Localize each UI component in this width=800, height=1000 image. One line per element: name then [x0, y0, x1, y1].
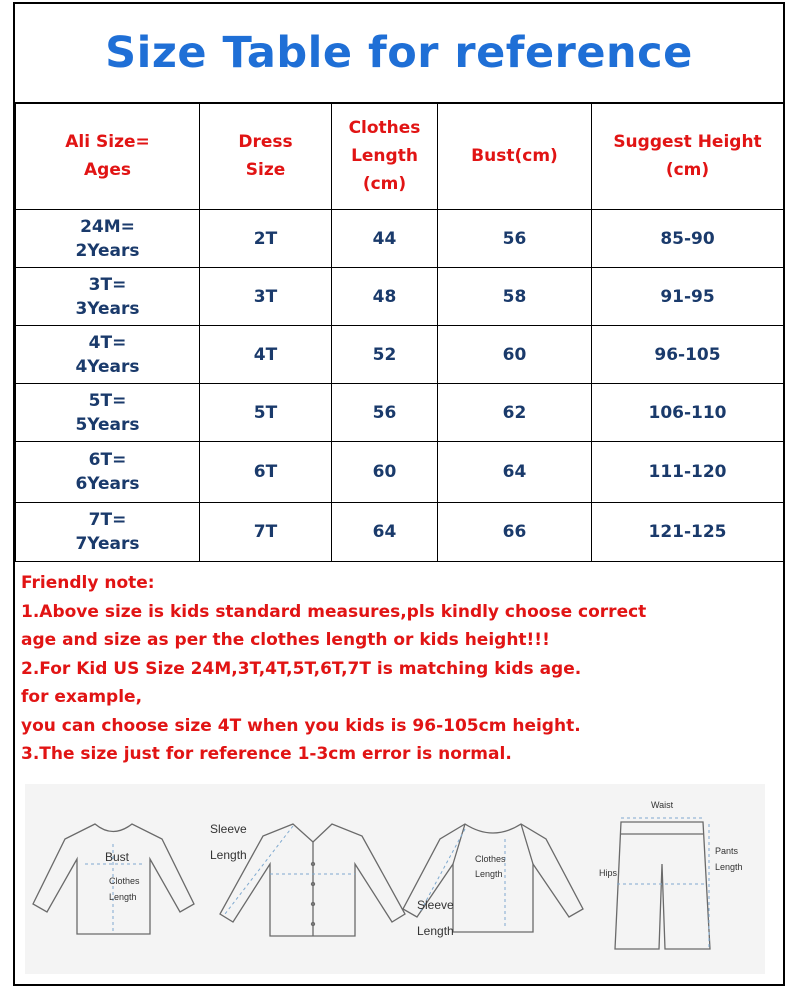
- length-label: Length: [109, 892, 137, 902]
- table-row: [16, 442, 784, 503]
- ali-size-line1: 7T=: [88, 510, 127, 530]
- header-ali-size: [16, 103, 200, 210]
- ali-size-line2: 3Years: [75, 298, 140, 319]
- ali-size-line1: 3T=: [88, 274, 127, 295]
- waist-label: Waist: [651, 800, 674, 810]
- cell-bust: 58: [438, 268, 592, 326]
- cell-ali-size: [16, 268, 200, 326]
- ali-size-line1: 6T=: [88, 450, 127, 470]
- header-clothes-length: [332, 103, 438, 210]
- sweater-sleeve-length-label: Length: [417, 924, 454, 938]
- hips-label: Hips: [599, 868, 618, 878]
- cell-clothes-length: 52: [332, 326, 438, 384]
- note-heading: Friendly note:: [21, 573, 155, 593]
- table-row: [16, 384, 784, 442]
- ali-size-line1: 5T=: [88, 390, 127, 411]
- ali-size-line1: 4T=: [88, 332, 127, 353]
- cell-suggest-height: 85-90: [592, 210, 784, 268]
- note-line: 3.The size just for reference 1-3cm error is normal.: [21, 744, 512, 764]
- header-ali-size-line1: Ali Size=: [65, 132, 150, 152]
- ali-size-line2: 6Years: [75, 474, 140, 494]
- page-title: Size Table for reference: [15, 4, 783, 104]
- cell-ali-size: [16, 210, 200, 268]
- table-row: [16, 210, 784, 268]
- cell-bust: 64: [438, 442, 592, 503]
- note-line: you can choose size 4T when you kids is 96-105cm height.: [21, 715, 581, 736]
- cell-clothes-length: 64: [332, 503, 438, 562]
- note-line: 1.Above size is kids standard measures,pls kindly choose correct: [21, 601, 647, 622]
- header-bust: [438, 103, 592, 210]
- cell-clothes-length: 44: [332, 210, 438, 268]
- cell-dress-size: 3T: [200, 268, 332, 326]
- cell-suggest-height: 121-125: [592, 503, 784, 562]
- cell-dress-size: 4T: [200, 326, 332, 384]
- cell-bust: 66: [438, 503, 592, 562]
- note-line: age and size as per the clothes length or kids height!!!: [21, 630, 550, 650]
- size-chart-frame: [13, 2, 785, 986]
- header-suggest-height-line2: (cm): [665, 160, 710, 180]
- sweater-length-label: Length: [475, 869, 503, 879]
- header-suggest-height-line1: Suggest Height: [613, 132, 762, 152]
- pants-icon: [615, 822, 710, 949]
- header-dress-size: [200, 103, 332, 210]
- cell-ali-size: [16, 503, 200, 562]
- cell-clothes-length: 48: [332, 268, 438, 326]
- cell-bust: 62: [438, 384, 592, 442]
- cell-dress-size: 7T: [200, 503, 332, 562]
- ali-size-line2: 5Years: [75, 414, 140, 435]
- cell-clothes-length: 60: [332, 442, 438, 503]
- cell-suggest-height: 96-105: [592, 326, 784, 384]
- ali-size-line2: 4Years: [75, 356, 140, 377]
- table-row: [16, 326, 784, 384]
- header-clothes-length-line2: Length: [351, 146, 418, 166]
- note-line: for example,: [21, 687, 143, 707]
- cell-dress-size: 5T: [200, 384, 332, 442]
- header-dress-size-line1: Dress: [238, 132, 293, 152]
- cell-ali-size: [16, 442, 200, 503]
- bust-label: Bust: [105, 850, 130, 864]
- cell-suggest-height: 111-120: [592, 442, 784, 503]
- note-line: 2.For Kid US Size 24M,3T,4T,5T,6T,7T is matching kids age.: [21, 658, 582, 679]
- table-row: [16, 503, 784, 562]
- cell-dress-size: 2T: [200, 210, 332, 268]
- sweater-sleeve-label: Sleeve: [417, 898, 454, 912]
- cell-suggest-height: 91-95: [592, 268, 784, 326]
- ali-size-line2: 7Years: [75, 534, 140, 554]
- header-dress-size-line2: Size: [245, 160, 286, 180]
- header-suggest-height: [592, 103, 784, 210]
- pants-length-label: Length: [715, 862, 743, 872]
- ali-size-line1: 24M=: [80, 216, 135, 237]
- dress-shirt-icon: [220, 824, 405, 936]
- ali-size-line2: 2Years: [75, 240, 140, 261]
- header-bust-line1: Bust(cm): [471, 146, 558, 166]
- size-table: [15, 102, 784, 562]
- cell-ali-size: [16, 326, 200, 384]
- header-ali-size-line2: Ages: [84, 160, 131, 180]
- clothes-label: Clothes: [109, 876, 140, 886]
- header-clothes-length-line3: (cm): [362, 174, 407, 194]
- cell-dress-size: 6T: [200, 442, 332, 503]
- cell-bust: 56: [438, 210, 592, 268]
- cell-clothes-length: 56: [332, 384, 438, 442]
- sleeve-label: Sleeve: [210, 822, 247, 836]
- sweater-clothes-label: Clothes: [475, 854, 506, 864]
- table-row: [16, 268, 784, 326]
- table-header-row: [16, 103, 784, 210]
- friendly-note: [21, 569, 781, 769]
- sleeve-length-label: Length: [210, 848, 247, 862]
- cell-ali-size: [16, 384, 200, 442]
- measurement-illustration: [25, 784, 765, 974]
- cell-suggest-height: 106-110: [592, 384, 784, 442]
- pants-label: Pants: [715, 846, 739, 856]
- cell-bust: 60: [438, 326, 592, 384]
- header-clothes-length-line1: Clothes: [348, 118, 421, 138]
